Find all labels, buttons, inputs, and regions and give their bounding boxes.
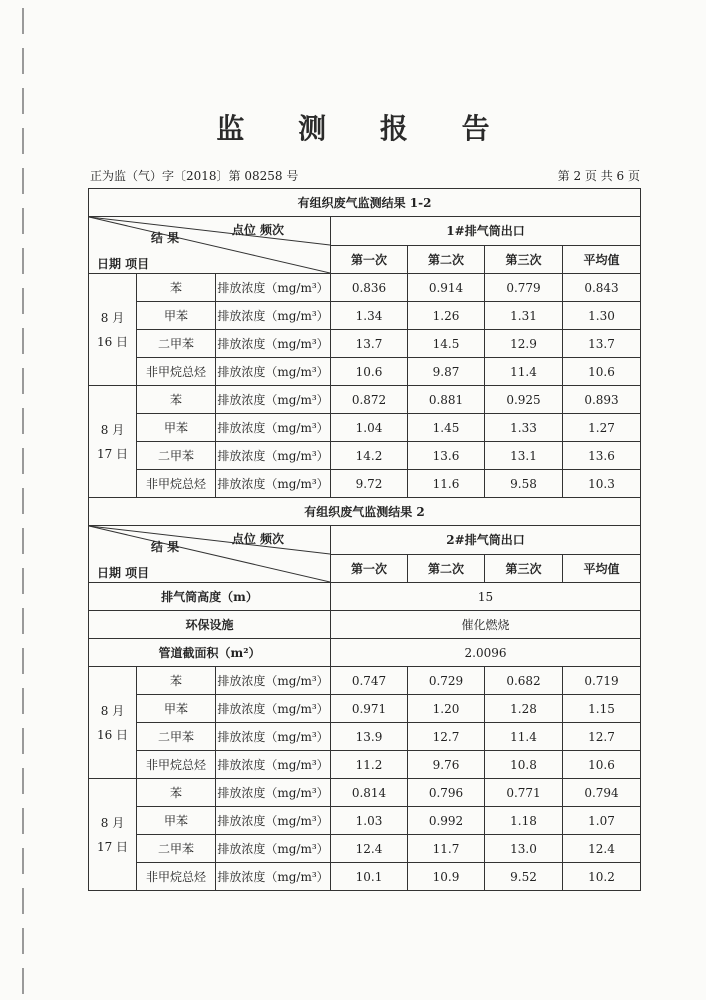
measured-value: 1.30 (563, 302, 641, 330)
pollutant-name: 苯 (137, 274, 216, 302)
result-label: 结 果 (151, 231, 180, 245)
binding-margin (22, 0, 24, 1000)
info-value: 2.0096 (331, 639, 641, 667)
date-cell (89, 779, 137, 891)
section-title-row (89, 498, 641, 526)
measured-value: 0.771 (485, 779, 563, 807)
margin-dash (22, 408, 24, 434)
round-header: 第二次 (408, 554, 485, 583)
pollutant-name: 苯 (137, 667, 216, 695)
measured-value: 0.992 (408, 807, 485, 835)
data-row (89, 358, 641, 386)
pollutant-name: 甲苯 (137, 807, 216, 835)
margin-dash (22, 8, 24, 34)
measured-value: 9.76 (408, 751, 485, 779)
data-row (89, 330, 641, 358)
pollutant-name: 非甲烷总烃 (137, 470, 216, 498)
data-row (89, 386, 641, 414)
data-row (89, 863, 641, 891)
margin-dash (22, 528, 24, 554)
margin-dash (22, 368, 24, 394)
measured-value: 0.925 (485, 386, 563, 414)
date-text: 8 月 (100, 310, 125, 325)
measured-value: 0.881 (408, 386, 485, 414)
measured-value: 0.836 (331, 274, 408, 302)
measured-value: 12.9 (485, 330, 563, 358)
site-frequency-label: 点位 频次 (231, 223, 284, 237)
round-header: 第一次 (331, 554, 408, 583)
measured-value: 1.20 (408, 695, 485, 723)
info-row (89, 639, 641, 667)
measured-value: 9.52 (485, 863, 563, 891)
measured-value: 1.03 (331, 807, 408, 835)
parameter-name: 排放浓度（mg/m³） (216, 695, 331, 723)
measured-value: 0.747 (331, 667, 408, 695)
date-cell (89, 667, 137, 779)
pollutant-name: 甲苯 (137, 695, 216, 723)
measured-value: 1.07 (563, 807, 641, 835)
parameter-name: 排放浓度（mg/m³） (216, 667, 331, 695)
data-row (89, 779, 641, 807)
data-row (89, 751, 641, 779)
pollutant-name: 非甲烷总烃 (137, 863, 216, 891)
margin-dash (22, 448, 24, 474)
measured-value: 13.1 (485, 442, 563, 470)
section-title: 有组织废气监测结果 1-2 (89, 189, 641, 217)
result-label: 结 果 (151, 540, 180, 554)
measured-value: 14.5 (408, 330, 485, 358)
date-text: 8 月 (100, 703, 125, 718)
measured-value: 10.9 (408, 863, 485, 891)
measured-value: 12.7 (408, 723, 485, 751)
info-value: 15 (331, 583, 641, 611)
parameter-name: 排放浓度（mg/m³） (216, 470, 331, 498)
measured-value: 0.893 (563, 386, 641, 414)
pollutant-name: 二甲苯 (137, 442, 216, 470)
date-cell (89, 274, 137, 386)
measured-value: 13.7 (331, 330, 408, 358)
monitoring-results-table (88, 188, 641, 891)
margin-dash (22, 328, 24, 354)
parameter-name: 排放浓度（mg/m³） (216, 751, 331, 779)
margin-dash (22, 728, 24, 754)
diagonal-header-cell (89, 217, 331, 274)
parameter-name: 排放浓度（mg/m³） (216, 723, 331, 751)
header-row (89, 217, 641, 246)
section-title: 有组织废气监测结果 2 (89, 498, 641, 526)
measured-value: 0.872 (331, 386, 408, 414)
pollutant-name: 二甲苯 (137, 835, 216, 863)
measured-value: 10.6 (563, 751, 641, 779)
diagonal-header-cell (89, 526, 331, 583)
measured-value: 0.719 (563, 667, 641, 695)
measured-value: 11.4 (485, 723, 563, 751)
data-row (89, 835, 641, 863)
margin-dash (22, 768, 24, 794)
parameter-name: 排放浓度（mg/m³） (216, 358, 331, 386)
measured-value: 1.26 (408, 302, 485, 330)
round-header: 平均值 (563, 554, 641, 583)
data-row (89, 807, 641, 835)
page-number: 第 2 页 共 6 页 (557, 169, 640, 183)
parameter-name: 排放浓度（mg/m³） (216, 779, 331, 807)
measured-value: 13.0 (485, 835, 563, 863)
page-title: 监 测 报 告 (216, 112, 512, 145)
pollutant-name: 甲苯 (137, 414, 216, 442)
parameter-name: 排放浓度（mg/m³） (216, 835, 331, 863)
measured-value: 0.682 (485, 667, 563, 695)
measured-value: 0.914 (408, 274, 485, 302)
date-text: 17 日 (96, 446, 129, 461)
margin-dash (22, 168, 24, 194)
site-frequency-label: 点位 频次 (231, 532, 284, 546)
parameter-name: 排放浓度（mg/m³） (216, 274, 331, 302)
info-row (89, 583, 641, 611)
parameter-name: 排放浓度（mg/m³） (216, 386, 331, 414)
margin-dash (22, 928, 24, 954)
site-name: 1#排气筒出口 (331, 217, 641, 246)
measured-value: 13.9 (331, 723, 408, 751)
date-text: 8 月 (100, 815, 125, 830)
measured-value: 0.794 (563, 779, 641, 807)
data-row (89, 302, 641, 330)
round-header: 第三次 (485, 554, 563, 583)
margin-dash (22, 608, 24, 634)
margin-dash (22, 808, 24, 834)
round-header: 第三次 (485, 245, 563, 274)
measured-value: 13.7 (563, 330, 641, 358)
data-row (89, 667, 641, 695)
measured-value: 11.7 (408, 835, 485, 863)
measured-value: 1.34 (331, 302, 408, 330)
margin-dash (22, 648, 24, 674)
measured-value: 13.6 (408, 442, 485, 470)
parameter-name: 排放浓度（mg/m³） (216, 330, 331, 358)
round-header: 第一次 (331, 245, 408, 274)
info-label: 排气筒高度（m） (89, 583, 331, 611)
measured-value: 0.729 (408, 667, 485, 695)
measured-value: 0.814 (331, 779, 408, 807)
measured-value: 11.4 (485, 358, 563, 386)
measured-value: 1.31 (485, 302, 563, 330)
measured-value: 10.6 (331, 358, 408, 386)
measured-value: 1.04 (331, 414, 408, 442)
measured-value: 12.7 (563, 723, 641, 751)
margin-dash (22, 288, 24, 314)
date-item-label: 日期 项目 (97, 566, 150, 580)
measured-value: 11.6 (408, 470, 485, 498)
measured-value: 0.779 (485, 274, 563, 302)
pollutant-name: 二甲苯 (137, 330, 216, 358)
date-item-label: 日期 项目 (97, 257, 150, 271)
margin-dash (22, 48, 24, 74)
measured-value: 0.843 (563, 274, 641, 302)
date-text: 16 日 (96, 334, 129, 349)
pollutant-name: 苯 (137, 386, 216, 414)
site-name: 2#排气筒出口 (331, 526, 641, 555)
pollutant-name: 二甲苯 (137, 723, 216, 751)
margin-dash (22, 848, 24, 874)
margin-dash (22, 888, 24, 914)
measured-value: 0.971 (331, 695, 408, 723)
measured-value: 0.796 (408, 779, 485, 807)
measured-value: 1.28 (485, 695, 563, 723)
date-text: 8 月 (100, 422, 125, 437)
measured-value: 10.1 (331, 863, 408, 891)
document-number: 正为监（气）字〔2018〕第 08258 号 (90, 169, 299, 183)
round-header: 第二次 (408, 245, 485, 274)
data-row (89, 723, 641, 751)
parameter-name: 排放浓度（mg/m³） (216, 442, 331, 470)
measured-value: 10.6 (563, 358, 641, 386)
measured-value: 14.2 (331, 442, 408, 470)
measured-value: 1.27 (563, 414, 641, 442)
margin-dash (22, 248, 24, 274)
margin-dash (22, 488, 24, 514)
data-row (89, 442, 641, 470)
measured-value: 9.72 (331, 470, 408, 498)
measured-value: 12.4 (563, 835, 641, 863)
measured-value: 9.58 (485, 470, 563, 498)
parameter-name: 排放浓度（mg/m³） (216, 302, 331, 330)
date-cell (89, 386, 137, 498)
date-text: 17 日 (96, 839, 129, 854)
parameter-name: 排放浓度（mg/m³） (216, 807, 331, 835)
info-row (89, 611, 641, 639)
parameter-name: 排放浓度（mg/m³） (216, 414, 331, 442)
margin-dash (22, 968, 24, 994)
pollutant-name: 甲苯 (137, 302, 216, 330)
pollutant-name: 非甲烷总烃 (137, 358, 216, 386)
data-row (89, 414, 641, 442)
measured-value: 10.2 (563, 863, 641, 891)
measured-value: 1.18 (485, 807, 563, 835)
measured-value: 9.87 (408, 358, 485, 386)
data-row (89, 695, 641, 723)
pollutant-name: 非甲烷总烃 (137, 751, 216, 779)
measured-value: 11.2 (331, 751, 408, 779)
data-row (89, 274, 641, 302)
info-value: 催化燃烧 (331, 611, 641, 639)
measured-value: 1.33 (485, 414, 563, 442)
measured-value: 10.3 (563, 470, 641, 498)
section-title-row (89, 189, 641, 217)
pollutant-name: 苯 (137, 779, 216, 807)
parameter-name: 排放浓度（mg/m³） (216, 863, 331, 891)
margin-dash (22, 688, 24, 714)
measured-value: 10.8 (485, 751, 563, 779)
measured-value: 12.4 (331, 835, 408, 863)
info-label: 管道截面积（m²） (89, 639, 331, 667)
info-label: 环保设施 (89, 611, 331, 639)
margin-dash (22, 208, 24, 234)
date-text: 16 日 (96, 727, 129, 742)
measured-value: 1.45 (408, 414, 485, 442)
measured-value: 1.15 (563, 695, 641, 723)
measured-value: 13.6 (563, 442, 641, 470)
data-row (89, 470, 641, 498)
round-header: 平均值 (563, 245, 641, 274)
margin-dash (22, 568, 24, 594)
header-row (89, 526, 641, 555)
